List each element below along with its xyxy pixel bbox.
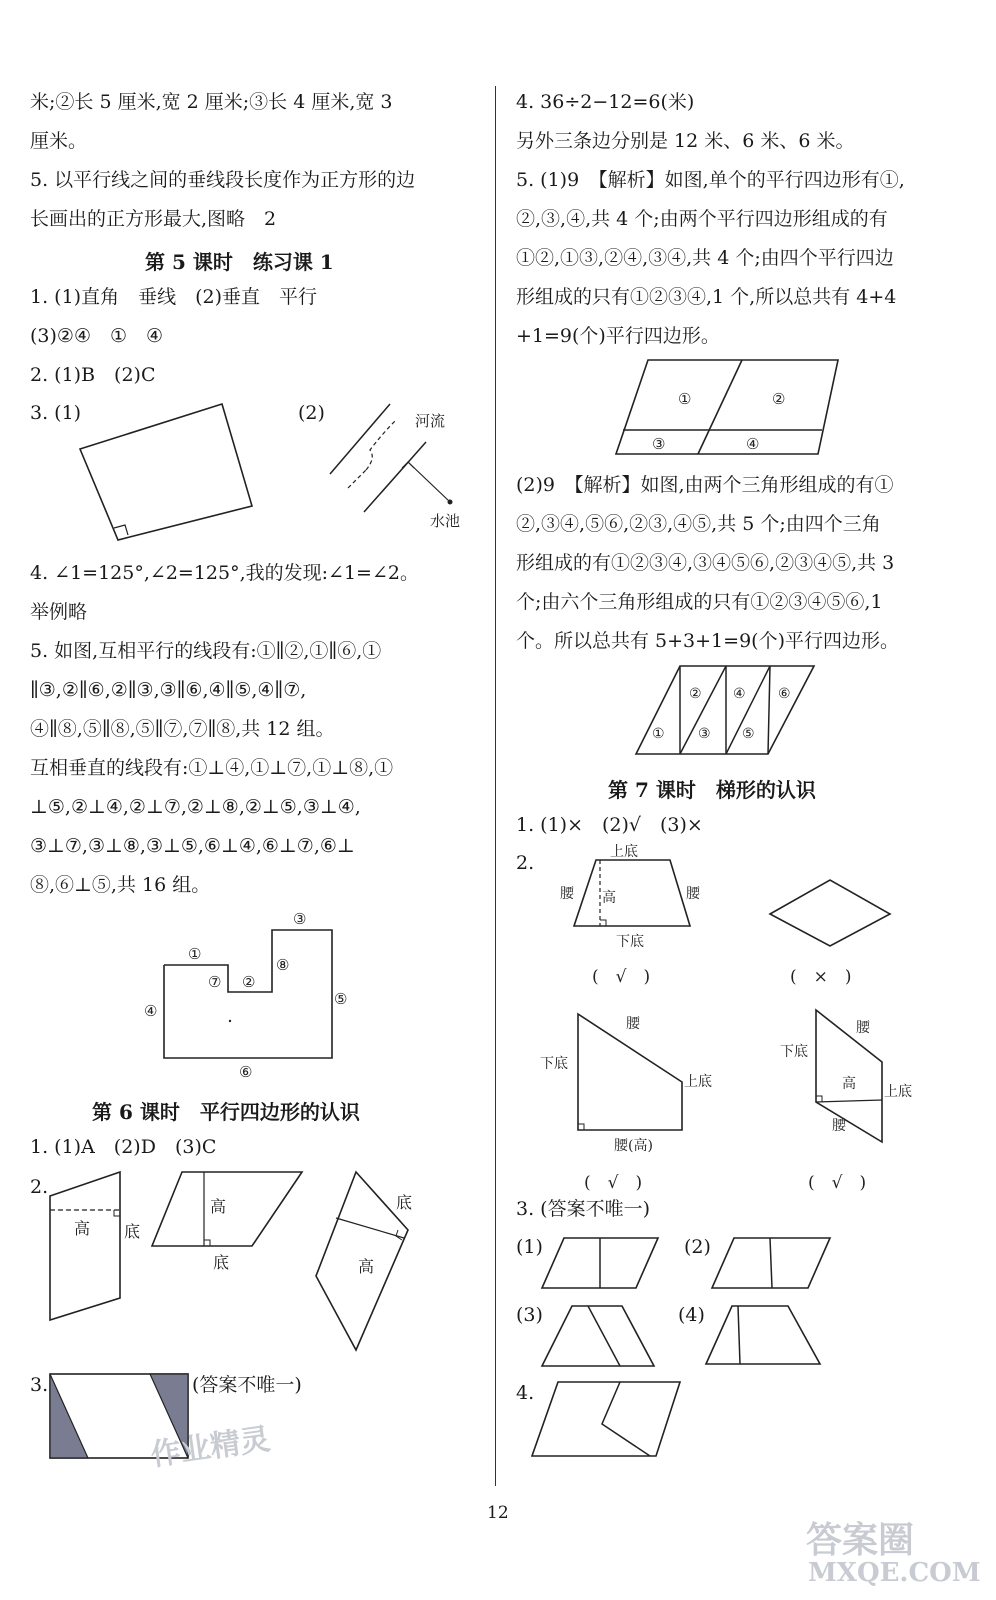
tri-label-2: ② bbox=[689, 686, 702, 702]
text-line: 厘米。 bbox=[30, 130, 88, 152]
text-line: ②,③,④,共 4 个;由两个平行四边形组成的有 bbox=[516, 208, 888, 230]
upper-base-label: 上底 bbox=[684, 1074, 712, 1090]
text-line: 4. 36÷2−12=6(米) bbox=[516, 91, 695, 113]
page-number: 12 bbox=[487, 1503, 509, 1523]
column-divider bbox=[495, 86, 496, 1486]
seg-label-4: ④ bbox=[144, 1002, 158, 1020]
leg-label: 腰 bbox=[626, 1016, 640, 1032]
seg-label-8: ⑧ bbox=[276, 956, 290, 974]
cell-label-3: ③ bbox=[652, 435, 666, 453]
part-label: (1) bbox=[516, 1236, 543, 1258]
answer-mark: ( √ ) bbox=[808, 1173, 867, 1193]
river-label: 河流 bbox=[415, 412, 446, 430]
trapezoid-figures bbox=[516, 844, 976, 1208]
part-label: (2) bbox=[684, 1236, 711, 1258]
segment-figure bbox=[130, 910, 370, 1080]
text-line: ∥③,②∥⑥,②∥③,③∥⑥,④∥⑤,④∥⑦, bbox=[30, 679, 307, 701]
text-line: ⑧,⑥⊥⑤,共 16 组。 bbox=[30, 874, 211, 896]
text-line: +1=9(个)平行四边形。 bbox=[516, 325, 720, 347]
answer-mark: ( √ ) bbox=[584, 1173, 643, 1193]
tri-label-1: ① bbox=[652, 726, 665, 742]
base-label: 底 bbox=[124, 1222, 141, 1241]
cell-label-4: ④ bbox=[746, 435, 760, 453]
section-title-6: 第 6 课时 平行四边形的认识 bbox=[92, 1100, 360, 1124]
height-label: 高 bbox=[358, 1257, 375, 1276]
text-line: 举例略 bbox=[30, 601, 88, 623]
rectangle-figure bbox=[30, 384, 470, 544]
question-label: (2) bbox=[298, 402, 325, 424]
leg-label: 腰 bbox=[560, 886, 574, 902]
leg-height-label: 腰(高) bbox=[614, 1138, 653, 1154]
leg-label: 腰 bbox=[686, 886, 700, 902]
text-line: 1. (1)直角 垂线 (2)垂直 平行 bbox=[30, 286, 317, 308]
tri-label-4: ④ bbox=[733, 686, 746, 702]
text-line: 3. (答案不唯一) bbox=[516, 1198, 650, 1220]
lower-base-label: 下底 bbox=[540, 1056, 568, 1072]
leg-label: 腰 bbox=[832, 1118, 846, 1134]
question-label: 3. bbox=[30, 1374, 49, 1396]
upper-base-label: 上底 bbox=[610, 844, 638, 860]
text-line: ②,③④,⑤⑥,②③,④⑤,共 5 个;由四个三角 bbox=[516, 513, 881, 535]
tri-label-5: ⑤ bbox=[742, 726, 755, 742]
note-text: (答案不唯一) bbox=[192, 1374, 302, 1396]
text-line: 5. 如图,互相平行的线段有:①∥②,①∥⑥,① bbox=[30, 640, 382, 662]
seg-label-6: ⑥ bbox=[239, 1063, 253, 1081]
question-label: 2. bbox=[30, 1176, 49, 1198]
tri-label-6: ⑥ bbox=[778, 686, 791, 702]
watermark-text: MXQE.COM bbox=[808, 1558, 981, 1588]
text-line: (3)②④ ① ④ bbox=[30, 325, 164, 347]
parallelogram-cut-figure bbox=[516, 1380, 976, 1460]
text-line: 5. 以平行线之间的垂线段长度作为正方形的边 bbox=[30, 169, 416, 191]
text-line: (2)9 【解析】如图,由两个三角形组成的有① bbox=[516, 474, 894, 496]
text-line: 2. (1)B (2)C bbox=[30, 364, 156, 386]
text-line: ①②,①③,②④,③④,共 4 个;由四个平行四边 bbox=[516, 247, 894, 269]
seg-label-1: ① bbox=[188, 945, 202, 963]
seg-label-2: ② bbox=[242, 973, 256, 991]
cut-figures bbox=[516, 1234, 976, 1374]
question-label: 2. bbox=[516, 852, 535, 874]
height-label: 高 bbox=[74, 1219, 91, 1238]
parallelogram-grid-figure bbox=[606, 360, 846, 460]
text-line: 形组成的有①②③④,③④⑤⑥,②③④⑤,共 3 bbox=[516, 552, 895, 574]
watermark-text: 作业精灵 bbox=[148, 1421, 273, 1474]
lower-base-label: 下底 bbox=[780, 1044, 808, 1060]
text-line: 1. (1)× (2)√ (3)× bbox=[516, 814, 703, 836]
answer-mark: ( × ) bbox=[790, 967, 852, 987]
text-line: 形组成的只有①②③④,1 个,所以总共有 4+4 bbox=[516, 286, 897, 308]
seg-label-7: ⑦ bbox=[208, 973, 222, 991]
text-line: 1. (1)A (2)D (3)C bbox=[30, 1136, 217, 1158]
seg-label-5: ⑤ bbox=[334, 990, 348, 1008]
height-label: 高 bbox=[210, 1197, 227, 1216]
text-line: 互相垂直的线段有:①⊥④,①⊥⑦,①⊥⑧,① bbox=[30, 757, 394, 779]
cell-label-2: ② bbox=[772, 390, 786, 408]
text-line: ⊥⑤,②⊥④,②⊥⑦,②⊥⑧,②⊥⑤,③⊥④, bbox=[30, 796, 361, 818]
cell-label-1: ① bbox=[678, 390, 692, 408]
answer-mark: ( √ ) bbox=[592, 967, 651, 987]
text-line: 长画出的正方形最大,图略 2 bbox=[30, 208, 277, 230]
leg-label: 腰 bbox=[856, 1020, 870, 1036]
text-line: 5. (1)9 【解析】如图,单个的平行四边形有①, bbox=[516, 169, 905, 191]
section-title-5: 第 5 课时 练习课 1 bbox=[145, 250, 334, 274]
base-label: 底 bbox=[396, 1193, 413, 1212]
text-line: ④∥⑧,⑤∥⑧,⑤∥⑦,⑦∥⑧,共 12 组。 bbox=[30, 718, 335, 740]
triangle-parallelogram-figure bbox=[632, 664, 832, 760]
text-line: 4. ∠1=125°,∠2=125°,我的发现:∠1=∠2。 bbox=[30, 562, 419, 584]
question-label: 4. bbox=[516, 1382, 535, 1404]
question-label: 3. (1) bbox=[30, 402, 82, 424]
watermark-text: 答案圈 bbox=[806, 1519, 915, 1561]
pool-label: 水池 bbox=[430, 512, 461, 530]
section-title-7: 第 7 课时 梯形的认识 bbox=[608, 778, 816, 802]
text-line: 米;②长 5 厘米,宽 2 厘米;③长 4 厘米,宽 3 bbox=[30, 91, 393, 113]
lower-base-label: 下底 bbox=[616, 934, 644, 950]
text-line: 个;由六个三角形组成的只有①②③④⑤⑥,1 bbox=[516, 591, 883, 613]
height-label: 高 bbox=[602, 890, 616, 906]
parallelogram-heights-figure bbox=[30, 1172, 475, 1372]
part-label: (3) bbox=[516, 1304, 543, 1326]
text-line: 另外三条边分别是 12 米、6 米、6 米。 bbox=[516, 130, 855, 152]
part-label: (4) bbox=[678, 1304, 705, 1326]
tri-label-3: ③ bbox=[698, 726, 711, 742]
text-line: ③⊥⑦,③⊥⑧,③⊥⑤,⑥⊥④,⑥⊥⑦,⑥⊥ bbox=[30, 835, 355, 857]
base-label: 底 bbox=[213, 1253, 230, 1272]
upper-base-label: 上底 bbox=[884, 1084, 912, 1100]
height-label: 高 bbox=[842, 1076, 856, 1092]
seg-label-3: ③ bbox=[293, 910, 307, 928]
text-line: 个。所以总共有 5+3+1=9(个)平行四边形。 bbox=[516, 630, 899, 652]
